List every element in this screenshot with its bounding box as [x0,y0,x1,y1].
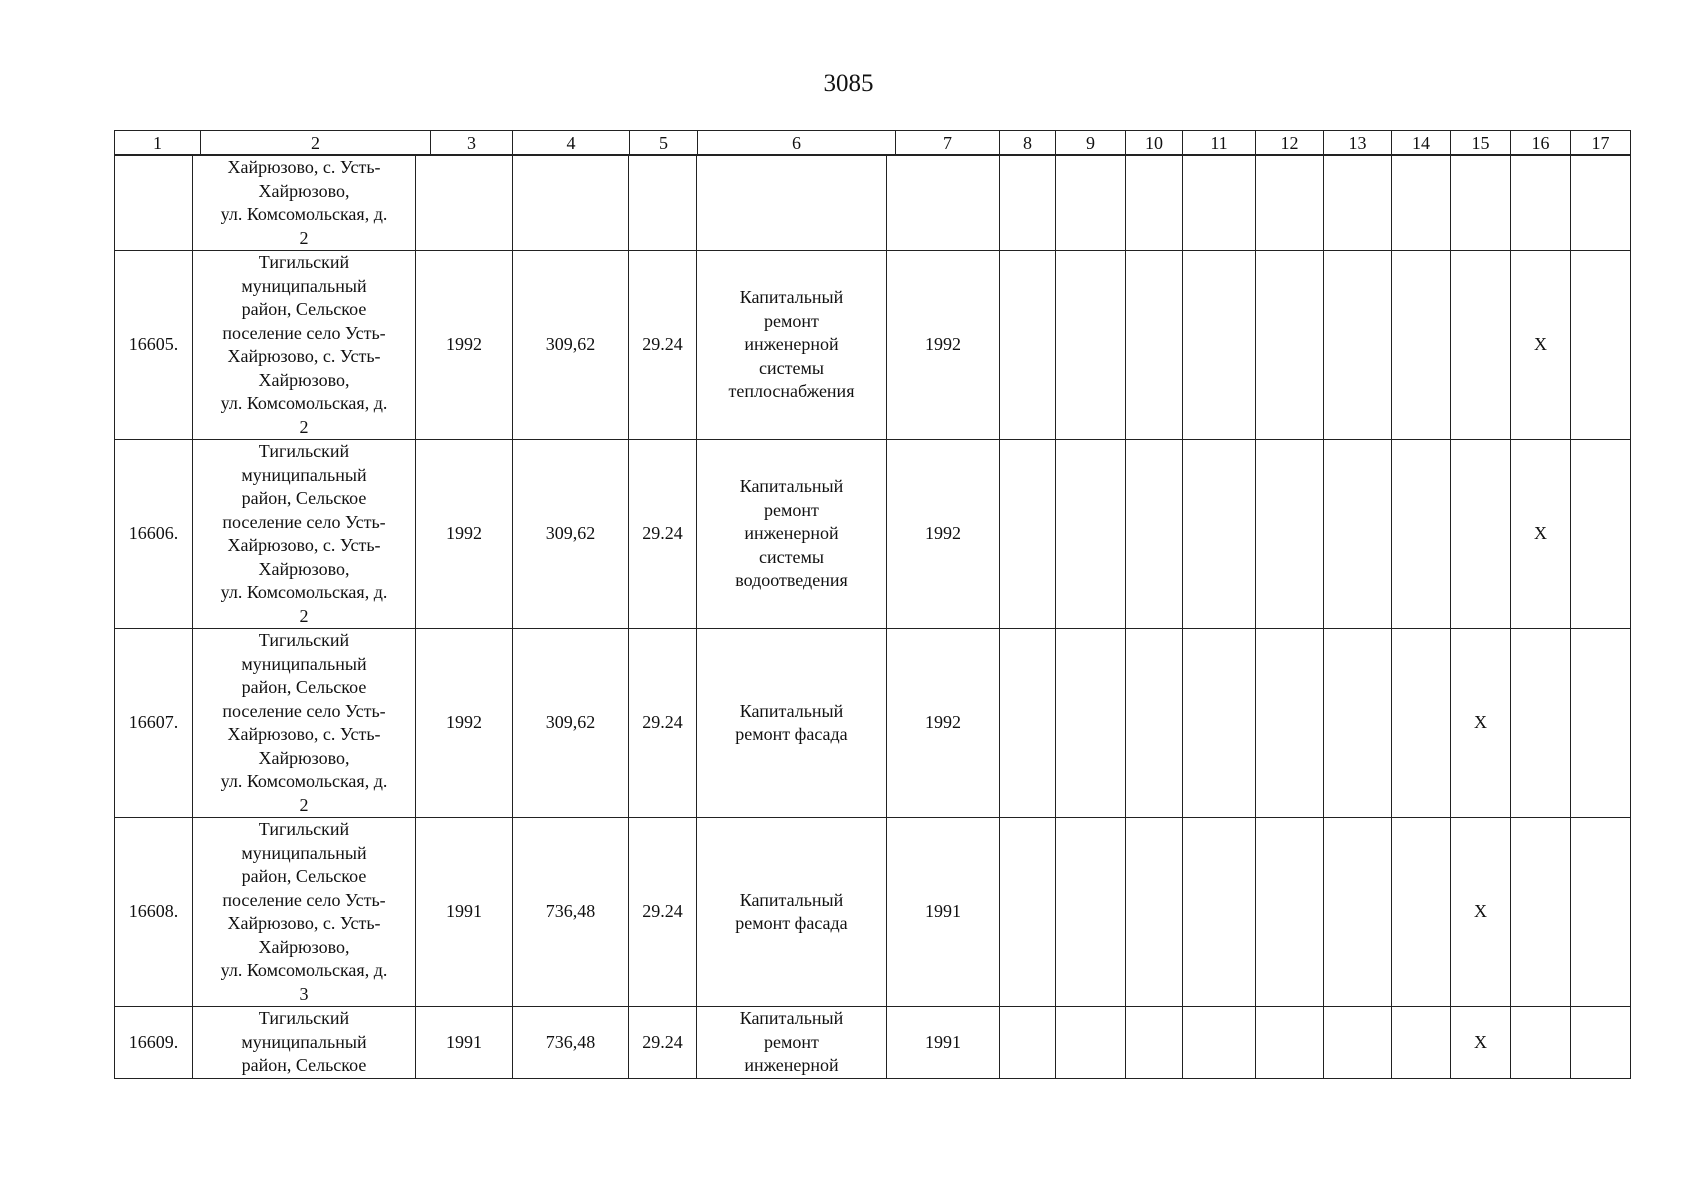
cell-empty [1056,629,1126,818]
cell-empty [1256,251,1324,440]
cell-area [513,156,629,251]
cell-c16: X [1511,251,1571,440]
cell-empty [1183,818,1256,1007]
cell-empty [1571,440,1631,629]
cell-empty [1256,440,1324,629]
cell-empty [1571,156,1631,251]
cell-c15: X [1451,818,1511,1007]
cell-empty [1183,440,1256,629]
cell-num: 16606. [115,440,193,629]
table-row [115,251,1631,440]
header-cell: 1 [115,131,201,155]
cell-empty [1392,251,1451,440]
cell-empty [1324,156,1392,251]
cell-year: 1992 [416,629,513,818]
cell-empty [1324,440,1392,629]
cell-work: Капитальный ремонт инженерной [697,1007,887,1079]
cell-empty [1000,629,1056,818]
cell-empty [1183,629,1256,818]
cell-year2: 1991 [887,1007,1000,1079]
header-cell: 3 [431,131,513,155]
cell-address: Тигильский муниципальный район, Сельское [193,1007,416,1079]
header-cell: 6 [698,131,896,155]
header-cell: 4 [513,131,630,155]
cell-c16 [1511,629,1571,818]
cell-year2 [887,156,1000,251]
cell-work: Капитальный ремонт инженерной системы водоотведения [697,440,887,629]
cell-work [697,156,887,251]
cell-address: Тигильский муниципальный район, Сельское поселение село Усть- Хайрюзово, с. Усть- Хайрюзово, ул. Комсомольская, д. 3 [193,818,416,1007]
cell-c16 [1511,818,1571,1007]
cell-empty [1571,251,1631,440]
cell-empty [1126,1007,1183,1079]
data-table [114,130,1630,1079]
table-body [114,155,1631,1079]
cell-empty [1056,440,1126,629]
cell-code [629,156,697,251]
cell-num: 16607. [115,629,193,818]
cell-address: Тигильский муниципальный район, Сельское поселение село Усть- Хайрюзово, с. Усть- Хайрюзово, ул. Комсомольская, д. 2 [193,251,416,440]
cell-area: 309,62 [513,629,629,818]
cell-empty [1571,629,1631,818]
cell-empty [1392,629,1451,818]
cell-num [115,156,193,251]
cell-empty [1183,156,1256,251]
cell-empty [1256,818,1324,1007]
cell-empty [1256,156,1324,251]
header-cell: 17 [1571,131,1631,155]
cell-code: 29.24 [629,629,697,818]
cell-year2: 1992 [887,251,1000,440]
cell-empty [1183,251,1256,440]
header-cell: 11 [1183,131,1256,155]
table-row [115,629,1631,818]
cell-num: 16608. [115,818,193,1007]
cell-c15 [1451,440,1511,629]
cell-c16 [1511,1007,1571,1079]
cell-code: 29.24 [629,440,697,629]
header-cell: 16 [1511,131,1571,155]
header-cell: 9 [1056,131,1126,155]
cell-code: 29.24 [629,251,697,440]
cell-work: Капитальный ремонт фасада [697,818,887,1007]
cell-empty [1324,818,1392,1007]
cell-empty [1126,156,1183,251]
header-cell: 7 [896,131,1000,155]
cell-empty [1056,156,1126,251]
cell-address: Хайрюзово, с. Усть- Хайрюзово, ул. Комсомольская, д. 2 [193,156,416,251]
cell-year: 1992 [416,251,513,440]
cell-c15 [1451,156,1511,251]
table-row [115,156,1631,251]
cell-empty [1126,251,1183,440]
cell-c16 [1511,156,1571,251]
table-row [115,1007,1631,1079]
cell-c16: X [1511,440,1571,629]
cell-empty [1000,251,1056,440]
header-cell: 8 [1000,131,1056,155]
cell-address: Тигильский муниципальный район, Сельское поселение село Усть- Хайрюзово, с. Усть- Хайрюзово, ул. Комсомольская, д. 2 [193,440,416,629]
cell-c15: X [1451,629,1511,818]
cell-year: 1991 [416,1007,513,1079]
cell-empty [1392,818,1451,1007]
cell-empty [1126,818,1183,1007]
page-number: 3085 [823,70,874,97]
cell-empty [1183,1007,1256,1079]
cell-year: 1991 [416,818,513,1007]
header-cell: 10 [1126,131,1183,155]
header-cell: 2 [201,131,431,155]
table-row [115,440,1631,629]
cell-empty [1392,440,1451,629]
cell-empty [1571,1007,1631,1079]
cell-empty [1392,156,1451,251]
cell-area: 309,62 [513,440,629,629]
cell-empty [1126,629,1183,818]
column-number-header [114,130,1631,155]
cell-c15: X [1451,1007,1511,1079]
cell-address: Тигильский муниципальный район, Сельское поселение село Усть- Хайрюзово, с. Усть- Хайрюзово, ул. Комсомольская, д. 2 [193,629,416,818]
cell-empty [1256,1007,1324,1079]
cell-empty [1056,251,1126,440]
header-cell: 13 [1324,131,1392,155]
cell-empty [1571,818,1631,1007]
cell-area: 309,62 [513,251,629,440]
cell-year [416,156,513,251]
cell-empty [1000,440,1056,629]
cell-empty [1324,251,1392,440]
cell-c15 [1451,251,1511,440]
cell-year2: 1992 [887,440,1000,629]
cell-empty [1324,1007,1392,1079]
cell-empty [1324,629,1392,818]
cell-empty [1256,629,1324,818]
cell-area: 736,48 [513,818,629,1007]
header-cell: 12 [1256,131,1324,155]
cell-empty [1056,818,1126,1007]
cell-area: 736,48 [513,1007,629,1079]
header-cell: 5 [630,131,698,155]
cell-num: 16605. [115,251,193,440]
cell-num: 16609. [115,1007,193,1079]
cell-year2: 1992 [887,629,1000,818]
cell-work: Капитальный ремонт инженерной системы теплоснабжения [697,251,887,440]
cell-year: 1992 [416,440,513,629]
cell-year2: 1991 [887,818,1000,1007]
cell-empty [1000,156,1056,251]
cell-empty [1392,1007,1451,1079]
header-cell: 15 [1451,131,1511,155]
cell-code: 29.24 [629,1007,697,1079]
cell-empty [1000,1007,1056,1079]
table-row [115,818,1631,1007]
header-cell: 14 [1392,131,1451,155]
cell-empty [1126,440,1183,629]
cell-work: Капитальный ремонт фасада [697,629,887,818]
cell-empty [1000,818,1056,1007]
cell-code: 29.24 [629,818,697,1007]
cell-empty [1056,1007,1126,1079]
